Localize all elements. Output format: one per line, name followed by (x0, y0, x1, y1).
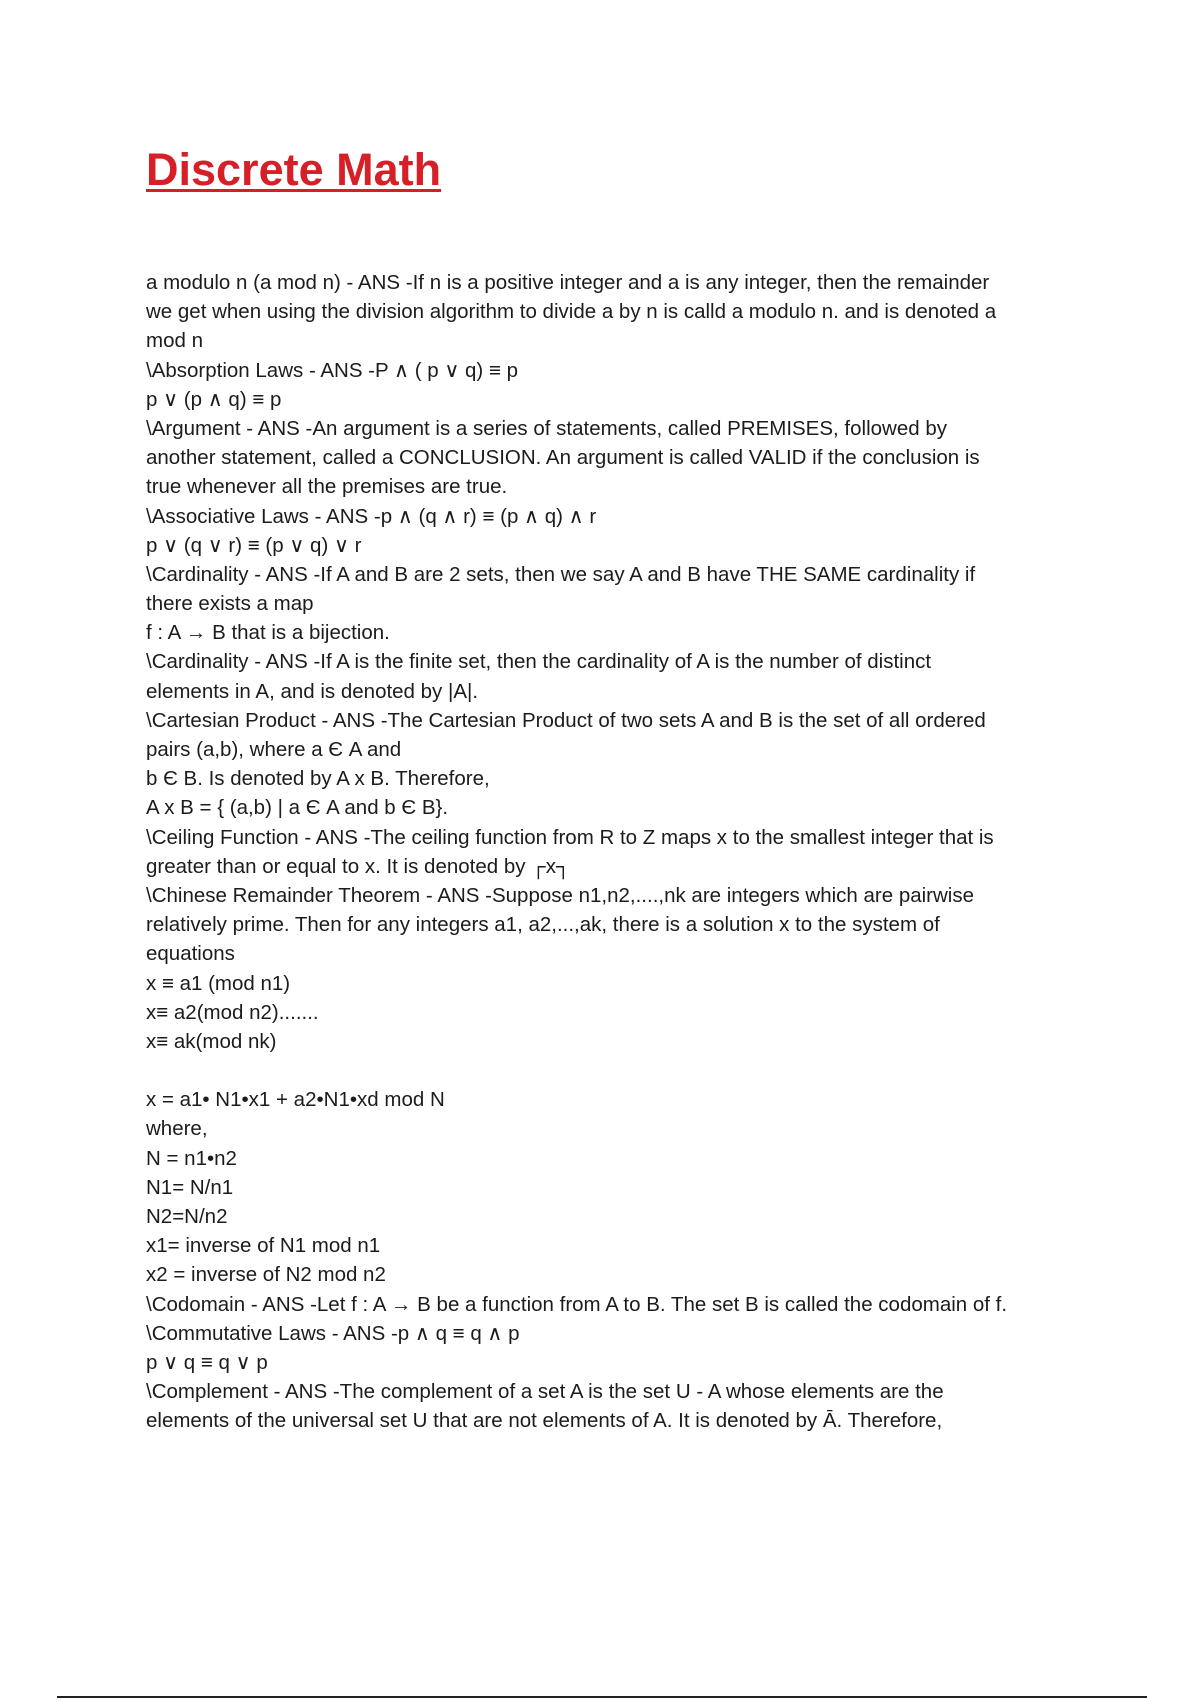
document-body (146, 268, 1096, 1436)
text-line: x1= inverse of N1 mod n1 (146, 1234, 381, 1258)
text-line: greater than or equal to x. It is denoted by ┌x┐ (146, 854, 571, 878)
text-line: \Complement - ANS -The complement of a set A is the set U - A whose elements are the (146, 1380, 944, 1404)
text-line: x = a1• N1•x1 + a2•N1•xd mod N (146, 1088, 445, 1112)
text-line: relatively prime. Then for any integers a1, a2,...,ak, there is a solution x to the system of (146, 913, 940, 937)
text-line: \Cartesian Product - ANS -The Cartesian Product of two sets A and B is the set of all ordered (146, 708, 986, 732)
footer-divider (57, 1696, 1147, 1698)
text-line: \Absorption Laws - ANS -P ∧ ( p ∨ q) ≡ p (146, 358, 519, 382)
text-line: \Commutative Laws - ANS -p ∧ q ≡ q ∧ p (146, 1321, 520, 1345)
text-line: \Cardinality - ANS -If A and B are 2 sets, then we say A and B have THE SAME cardinality if (146, 562, 976, 586)
text-line: \Cardinality - ANS -If A is the finite set, then the cardinality of A is the number of distinct (146, 650, 932, 674)
text-line: equations (146, 942, 235, 966)
text-line: where, (146, 1117, 208, 1141)
text-line: x ≡ a1 (mod n1) (146, 971, 291, 995)
text-line: a modulo n (a mod n) - ANS -If n is a positive integer and a is any integer, then the remainder (146, 271, 990, 294)
text-line: mod n (146, 329, 203, 353)
text-line: elements in A, and is denoted by |A|. (146, 679, 479, 703)
text-line: A x B = { (a,b) | a Є A and b Є B}. (146, 796, 449, 820)
text-line: there exists a map (146, 592, 314, 616)
text-line: \Codomain - ANS -Let f : A → B be a function from A to B. The set B is called the codomain of f. (146, 1292, 1008, 1316)
text-line: \Chinese Remainder Theorem - ANS -Suppose n1,n2,....,nk are integers which are pairwise (146, 883, 975, 907)
text-line: another statement, called a CONCLUSION. An argument is called VALID if the conclusion is (146, 446, 980, 470)
text-line: \Ceiling Function - ANS -The ceiling function from R to Z maps x to the smallest integer that is (146, 825, 994, 849)
text-line: \Associative Laws - ANS -p ∧ (q ∧ r) ≡ (p ∧ q) ∧ r (146, 504, 597, 528)
text-line: x≡ ak(mod nk) (146, 1029, 277, 1053)
text-line: elements of the universal set U that are not elements of A. It is denoted by Ā. Therefore, (146, 1409, 943, 1433)
text-line: p ∨ q ≡ q ∨ p (146, 1350, 268, 1374)
text-line: f : A → B that is a bijection. (146, 621, 390, 645)
text-line: N = n1•n2 (146, 1146, 237, 1170)
text-line: b Є B. Is denoted by A x B. Therefore, (146, 767, 490, 791)
text-line: p ∨ (p ∧ q) ≡ p (146, 387, 282, 411)
page-title: Discrete Math (146, 144, 442, 195)
text-line: \Argument - ANS -An argument is a series of statements, called PREMISES, followed by (146, 416, 947, 440)
text-line: x2 = inverse of N2 mod n2 (146, 1263, 386, 1287)
blank-line (146, 1056, 1096, 1085)
text-line: N2=N/n2 (146, 1205, 228, 1228)
text-line: we get when using the division algorithm to divide a by n is calld a modulo n. and is denoted a (146, 300, 997, 324)
text-line: x≡ a2(mod n2)....... (146, 1000, 319, 1024)
text-line: pairs (a,b), where a Є A and (146, 738, 402, 761)
text-line: N1= N/n1 (146, 1175, 234, 1199)
text-line: p ∨ (q ∨ r) ≡ (p ∨ q) ∨ r (146, 533, 362, 557)
text-line: true whenever all the premises are true. (146, 475, 508, 499)
